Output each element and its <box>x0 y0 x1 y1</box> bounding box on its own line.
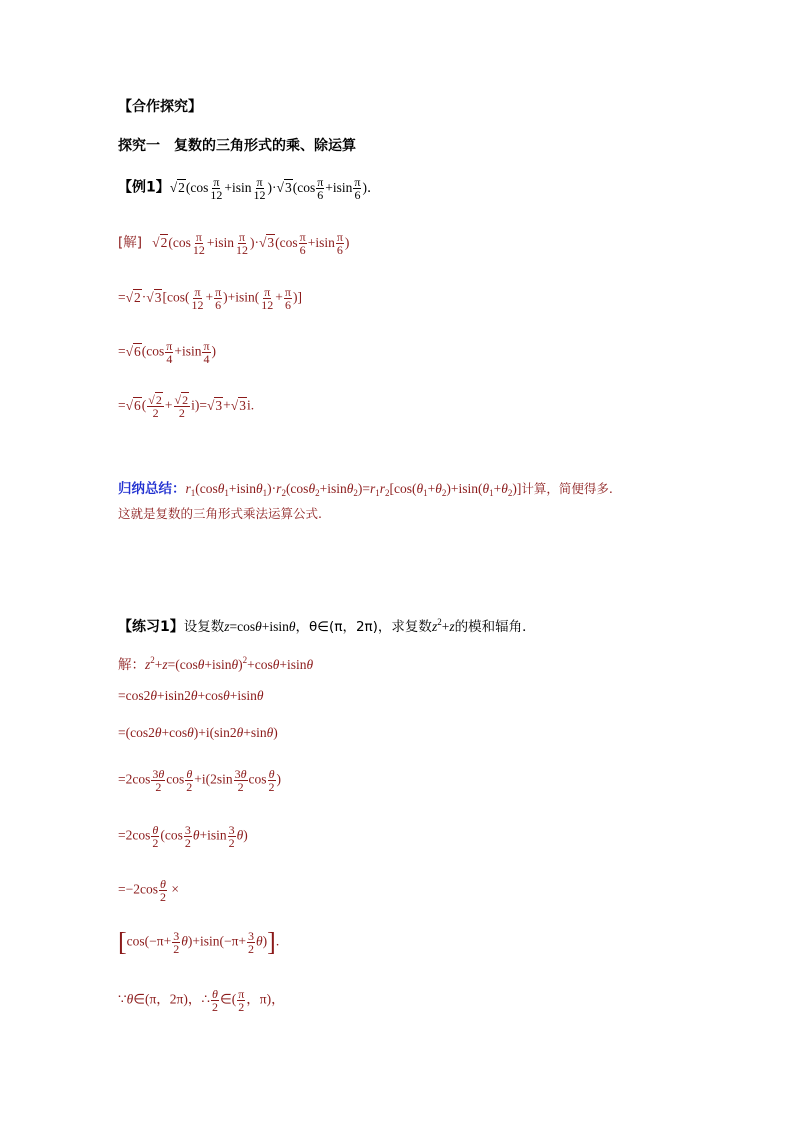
summary-line1 <box>118 480 613 502</box>
exercise1-solution-line2: =cos2θ+isin2θ+cosθ+isinθ <box>118 688 264 703</box>
summary-label: 归纳总结： <box>118 481 186 497</box>
summary-text1: 计算，简便得多. <box>521 481 613 496</box>
example1-problem: 【例1】√2(cos $\frac{\pi}{12}$ +isin $\frac{\pi}{12}$ )·√3(cos $\frac{\pi}{6}$ +isin $\frac{\pi}{6}$ )． <box>118 175 381 202</box>
example1-solution-label: [解] <box>118 234 143 251</box>
exercise1-solution-line6: =−2cos $\frac{\theta}{2}$ × <box>118 877 179 904</box>
example1-solution-line2: =√2·√3[cos( $\frac{\pi}{12}$ + $\frac{\pi}{6}$ )+isin( $\frac{\pi}{12}$ + $\frac{\pi}{6}$ )] <box>118 285 302 312</box>
section-title: 【合作探究】 <box>118 99 202 115</box>
summary-text2: 这就是复数的三角形式乘法运算公式. <box>118 506 322 521</box>
exercise1-solution-label: 解： <box>118 657 145 673</box>
example1-solution-line4: =√6( $\frac{√2}{2}$ + $\frac{√2}{2}$ i)=√3+√3i. <box>118 393 255 420</box>
inquiry-title: 探究一 复数的三角形式的乘、除运算 <box>118 138 356 154</box>
exercise1-solution-line3: =(cos2θ+cosθ)+i(sin2θ+sinθ) <box>118 725 278 740</box>
exercise1-text-a: 设复数 <box>183 619 225 635</box>
exercise1-solution-line1: 解：$z^2+z=(\cos\theta+isin\theta)^2+\cos\theta+isin\theta$ <box>118 655 314 673</box>
exercise1-problem: 【练习1】设复数z=cosθ+isinθ，θ∈(π，2π)，求复数$z^2+z$的模和辐角． <box>118 617 536 635</box>
exercise1-label: 【练习1】 <box>118 619 184 635</box>
example1-label: 【例1】 <box>118 179 170 196</box>
exercise1-solution-line7: [cos(−π+ $\frac{3}{2}$ θ)+isin(−π+ $\frac{3}{2}$ θ)]. <box>118 927 280 957</box>
exercise1-text-c: 的模和辐角． <box>454 619 536 635</box>
exercise1-solution-line8: ∵θ∈(π，2π)，∴ $\frac{\theta}{2}$ ∈( $\frac{\pi}{2}$ ，π)， <box>118 987 285 1014</box>
exercise1-solution-line5: =2cos $\frac{\theta}{2}$ (cos $\frac{3}{2}$ θ+isin $\frac{3}{2}$ θ) <box>118 823 248 850</box>
example1-solution-line3: =√6(cos $\frac{\pi}{4}$ +isin $\frac{\pi}{4}$ ) <box>118 339 217 366</box>
example1-solution-line1: [解] √2(cos $\frac{\pi}{12}$ +isin $\frac{\pi}{12}$ )·√3(cos $\frac{\pi}{6}$ +isin $\frac{\pi}{6}$ ) <box>118 230 350 257</box>
summary-formula: $r_1(\cos\theta_1+isin\theta_1)\cdot r_2(\cos\theta_2+isin\theta_2)=r_1r_2[\cos(\theta_1+\theta_2)+isin(\theta_1+\theta_2)]$ <box>185 481 522 498</box>
exercise1-solution-line4: =2cos $\frac{3\theta}{2}$ cos $\frac{\theta}{2}$ +i(2sin $\frac{3\theta}{2}$ cos $\frac{\theta}{2}$ ) <box>118 767 282 794</box>
exercise1-text-b: ，θ∈(π，2π)，求复数 <box>295 619 432 635</box>
